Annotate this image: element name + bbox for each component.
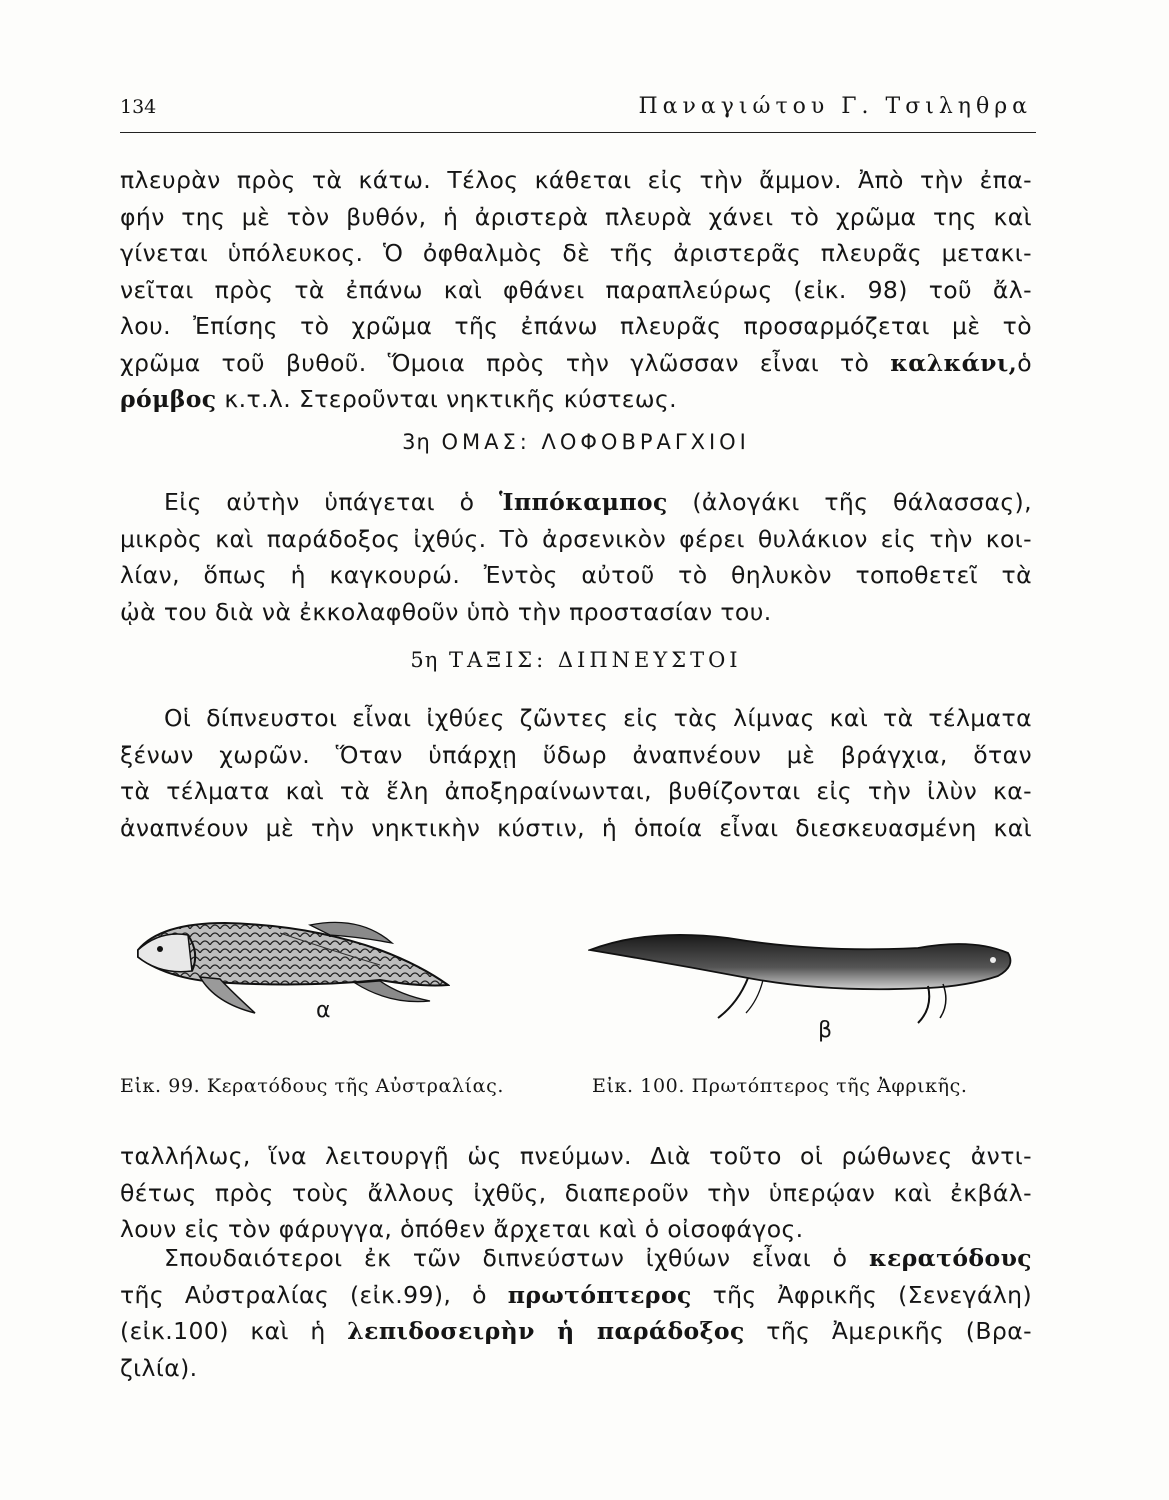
text-line: Οἱ δίπνευστοι εἶναι ἰχθύες ζῶντες εἰς τὰς λίμνας καὶ τὰ τέλματα xyxy=(164,704,1032,732)
heading-number: 3η xyxy=(402,430,431,454)
australian-lungfish-illustration xyxy=(130,905,450,1025)
figure-letter-alpha: α xyxy=(316,998,331,1023)
bold-term: λεπιδοσειρὴν ἡ παράδοξος xyxy=(347,1317,745,1345)
text-line: ᾠὰ του διὰ νὰ ἐκκολαφθοῦν ὑπὸ τὴν προστασίαν του. xyxy=(120,597,772,626)
text-line: λου. Ἐπίσης τὸ χρῶμα τῆς ἐπάνω πλευρᾶς προσαρμόζεται μὲ τὸ xyxy=(120,312,1032,340)
paragraph-1 xyxy=(120,162,1032,418)
text-line xyxy=(120,1240,1032,1277)
heading-text: ΟΜΑΣ: ΛΟΦΟΒΡΑΓΧΙΟΙ xyxy=(441,430,750,454)
text-line: ξένων χωρῶν. Ὅταν ὑπάρχῃ ὕδωρ ἀναπνέουν μὲ βράγχια, ὅταν xyxy=(120,740,1032,769)
running-title: Παναγιώτου Γ. Τσιληθρα xyxy=(638,94,1032,119)
text-line xyxy=(120,345,1032,382)
heading-number: 5η xyxy=(410,648,439,672)
bold-term: Ἱππόκαμπος xyxy=(499,488,668,516)
text-line: θέτως πρὸς τοὺς ἄλλους ἰχθῦς, διαπεροῦν τὴν ὑπερῴαν καὶ ἐκβάλ- xyxy=(120,1178,1032,1207)
section-heading-class xyxy=(120,648,1032,672)
bold-term: κερατόδους xyxy=(868,1244,1032,1272)
text-line: πλευρὰν πρὸς τὰ κάτω. Τέλος κάθεται εἰς τὴν ἄμμον. Ἀπὸ τὴν ἐπα- xyxy=(120,166,1032,194)
text-run: ὁ xyxy=(1017,348,1032,377)
text-run: Εἰς αὐτὴν ὑπάγεται ὁ xyxy=(164,488,500,516)
text-line: λίαν, ὅπως ἡ καγκουρώ. Ἐντὸς αὐτοῦ τὸ θηλυκὸν τοποθετεῖ τὰ xyxy=(120,561,1032,589)
text-line xyxy=(120,1313,1032,1350)
text-line xyxy=(120,381,1032,418)
text-line: λουν εἰς τὸν φάρυγγα, ὁπόθεν ἄρχεται καὶ ὁ οἰσοφάγος. xyxy=(120,1215,804,1243)
text-run: τῆς Αὐστραλίας (εἰκ.99), ὁ xyxy=(120,1280,508,1309)
section-heading-group xyxy=(120,430,1032,454)
figure-99-caption: Εἰκ. 99. Κερατόδους τῆς Αὐστραλίας. xyxy=(120,1075,504,1097)
text-run: χρῶμα τοῦ βυθοῦ. Ὅμοια πρὸς τὴν γλῶσσαν εἶναι τὸ xyxy=(120,348,891,377)
paragraph-2 xyxy=(120,484,1032,630)
text-line xyxy=(120,1277,1032,1314)
figure-letter-beta: β xyxy=(818,1018,833,1043)
page-number: 134 xyxy=(120,96,157,118)
text-line: μικρὸς καὶ παράδοξος ἰχθύς. Τὸ ἀρσενικὸν φέρει θυλάκιον εἰς τὴν κοι- xyxy=(120,524,1032,553)
paragraph-3 xyxy=(120,700,1032,846)
page-header xyxy=(120,92,1036,133)
text-line: νεῖται πρὸς τὰ ἐπάνω καὶ φθάνει παραπλεύρως (εἰκ. 98) τοῦ ἄλ- xyxy=(120,275,1032,304)
heading-text: ΤΑΞΙΣ: ΔΙΠΝΕΥΣΤΟΙ xyxy=(449,648,742,672)
figure-100-caption: Εἰκ. 100. Πρωτόπτερος τῆς Ἀφρικῆς. xyxy=(592,1075,968,1097)
text-run: τῆς Ἀμερικῆς (Βρα- xyxy=(744,1317,1032,1345)
text-line: ταλλήλως, ἵνα λειτουργῇ ὡς πνεύμων. Διὰ τοῦτο οἱ ρώθωνες ἀντι- xyxy=(120,1142,1032,1170)
text-run: (ἀλογάκι τῆς θάλασσας), xyxy=(667,488,1032,516)
text-line: γίνεται ὑπόλευκος. Ὁ ὀφθαλμὸς δὲ τῆς ἀριστερᾶς πλευρᾶς μετακι- xyxy=(120,239,1032,267)
text-line xyxy=(120,484,1032,521)
text-line: τὰ τέλματα καὶ τὰ ἕλη ἀποξηραίνωνται, βυθίζονται εἰς τὴν ἰλὺν κα- xyxy=(120,777,1032,805)
text-run: τῆς Ἀφρικῆς (Σενεγάλη) xyxy=(691,1280,1032,1309)
text-run: Σπουδαιότεροι ἐκ τῶν διπνεύστων ἰχθύων εἶναι ὁ xyxy=(164,1244,869,1272)
text-line: φήν της μὲ τὸν βυθόν, ἡ ἀριστερὰ πλευρὰ χάνει τὸ χρῶμα της καὶ xyxy=(120,202,1032,231)
text-line: ζιλία). xyxy=(120,1353,198,1382)
bold-term: πρωτόπτερος xyxy=(507,1280,692,1309)
paragraph-5 xyxy=(120,1240,1032,1386)
paragraph-4 xyxy=(120,1138,1032,1248)
bold-term: ρόμβος xyxy=(120,385,217,413)
bold-term: καλκάνι, xyxy=(890,348,1018,377)
text-run: (εἰκ.100) καὶ ἡ xyxy=(120,1317,348,1345)
african-lungfish-illustration xyxy=(588,918,1028,1028)
text-line: ἀναπνέουν μὲ τὴν νηκτικὴν κύστιν, ἡ ὁποία εἶναι διεσκευασμένη καὶ xyxy=(120,813,1032,842)
text-run: κ.τ.λ. Στεροῦνται νηκτικῆς κύστεως. xyxy=(216,385,678,413)
